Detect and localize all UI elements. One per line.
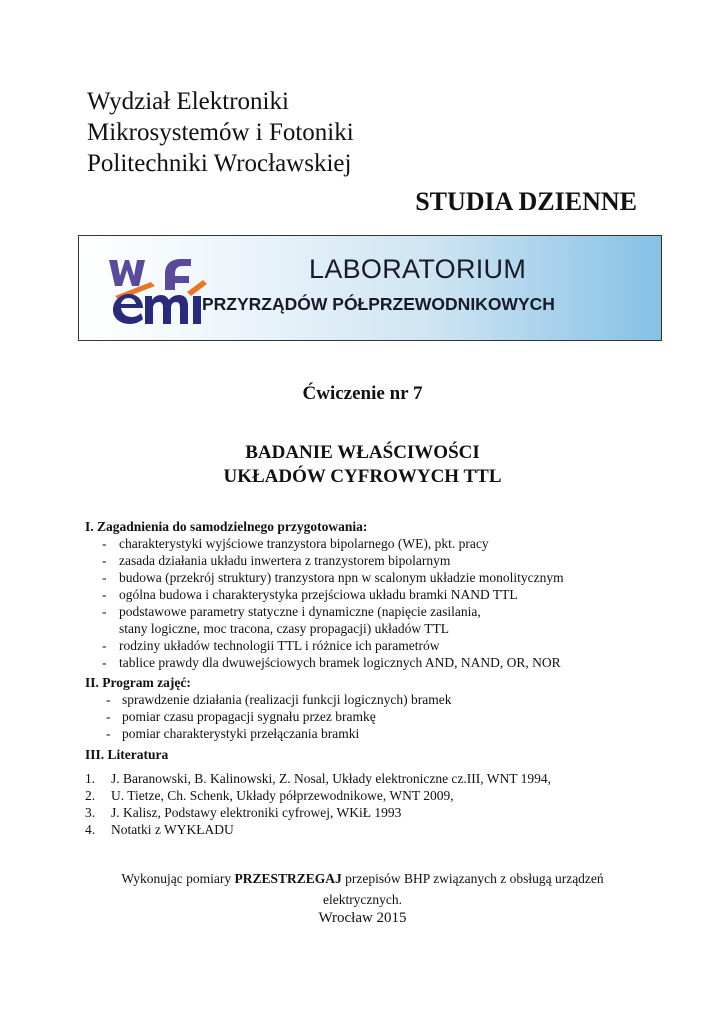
- literature-item: [85, 821, 665, 838]
- literature-number: 4.: [85, 822, 96, 837]
- exercise-number: Ćwiczenie nr 7: [302, 383, 423, 404]
- title-line-2: UKŁADÓW CYFROWYCH TTL: [223, 466, 502, 487]
- list-item: - zasada działania układu inwertera z tranzystorem bipolarnym: [102, 553, 451, 568]
- literature-text: U. Tietze, Ch. Schenk, Układy półprzewodnikowe, WNT 2009,: [111, 788, 454, 803]
- safety-note-after: przepisów BHP związanych z obsługą urządzeń: [341, 871, 604, 886]
- lab-banner: [78, 235, 662, 341]
- safety-note-before: Wykonując pomiary: [121, 871, 235, 886]
- list-item-text: tablice prawdy dla dwuwejściowych bramek logicznych AND, NAND, OR, NOR: [119, 655, 561, 670]
- safety-note-emphasis: PRZESTRZEGAJ: [234, 871, 342, 886]
- list-item-text: pomiar czasu propagacji sygnału przez bramkę: [122, 709, 376, 724]
- exercise-title: [0, 441, 725, 489]
- list-item-text: ogólna budowa i charakterystyka przejściowa układu bramki NAND TTL: [119, 587, 518, 602]
- literature-number: 3.: [85, 805, 96, 820]
- list-item-text: zasada działania układu inwertera z tranzystorem bipolarnym: [119, 553, 451, 568]
- list-item-continuation: stany logiczne, moc tracona, czasy propagacji) układów TTL: [119, 621, 449, 636]
- literature-item: [85, 770, 665, 787]
- literature-list: [85, 770, 665, 838]
- section-2-list: [85, 691, 665, 742]
- content-sections: [85, 518, 665, 838]
- list-item-text: charakterystyki wyjściowe tranzystora bipolarnego (WE), pkt. pracy: [119, 536, 489, 551]
- section-1-list: [85, 535, 665, 671]
- literature-number: 1.: [85, 771, 96, 786]
- section-3-heading: III. Literatura: [85, 747, 169, 762]
- list-item: - pomiar czasu propagacji sygnału przez bramkę: [106, 709, 376, 724]
- literature-item: [85, 787, 665, 804]
- faculty-line-3: Politechniki Wrocławskiej: [87, 150, 352, 177]
- list-item: - podstawowe parametry statyczne i dynamiczne (napięcie zasilania,: [102, 604, 481, 619]
- literature-text: J. Kalisz, Podstawy elektroniki cyfrowej, WKiŁ 1993: [111, 805, 402, 820]
- city-year: Wrocław 2015: [318, 910, 407, 926]
- title-line-1: BADANIE WŁAŚCIWOŚCI: [245, 442, 480, 463]
- lab-title: LABORATORIUM: [309, 254, 527, 284]
- list-item: - sprawdzenie działania (realizacji funkcji logicznych) bramek: [106, 692, 452, 707]
- faculty-header: [87, 86, 354, 179]
- section-1-heading: I. Zagadnienia do samodzielnego przygotowania:: [85, 519, 368, 534]
- list-item: - rodziny układów technologii TTL i różnice ich parametrów: [102, 638, 440, 653]
- list-item-text: sprawdzenie działania (realizacji funkcji logicznych) bramek: [122, 692, 452, 707]
- list-item-text: pomiar charakterystyki przełączania bramki: [122, 726, 360, 741]
- safety-note-line-2: elektrycznych.: [322, 892, 403, 907]
- literature-text: J. Baranowski, B. Kalinowski, Z. Nosal, Układy elektroniczne cz.III, WNT 1994,: [111, 771, 552, 786]
- lab-subtitle: PRZYRZĄDÓW PÓŁPRZEWODNIKOWYCH: [202, 294, 555, 314]
- literature-item: [85, 804, 665, 821]
- literature-number: 2.: [85, 788, 96, 803]
- list-item: - tablice prawdy dla dwuwejściowych bramek logicznych AND, NAND, OR, NOR: [102, 655, 561, 670]
- study-mode: STUDIA DZIENNE: [415, 187, 637, 216]
- section-2-heading: II. Program zajęć:: [85, 675, 191, 690]
- wemf-logo: [105, 252, 215, 328]
- safety-note-line-1: [0, 868, 725, 889]
- list-item: - charakterystyki wyjściowe tranzystora bipolarnego (WE), pkt. pracy: [102, 536, 489, 551]
- literature-text: Notatki z WYKŁADU: [111, 822, 234, 837]
- list-item: - budowa (przekrój struktury) tranzystora npn w scalonym układzie monolitycznym: [102, 570, 564, 585]
- list-item-text: podstawowe parametry statyczne i dynamiczne (napięcie zasilania,: [119, 604, 481, 619]
- list-item-text: rodziny układów technologii TTL i różnice ich parametrów: [119, 638, 440, 653]
- list-item-text: budowa (przekrój struktury) tranzystora npn w scalonym układzie monolitycznym: [119, 570, 564, 585]
- faculty-line-1: Wydział Elektroniki: [87, 88, 289, 115]
- list-item: - ogólna budowa i charakterystyka przejściowa układu bramki NAND TTL: [102, 587, 518, 602]
- safety-note: [0, 868, 725, 910]
- faculty-line-2: Mikrosystemów i Fotoniki: [87, 119, 354, 146]
- list-item: - pomiar charakterystyki przełączania bramki: [106, 726, 360, 741]
